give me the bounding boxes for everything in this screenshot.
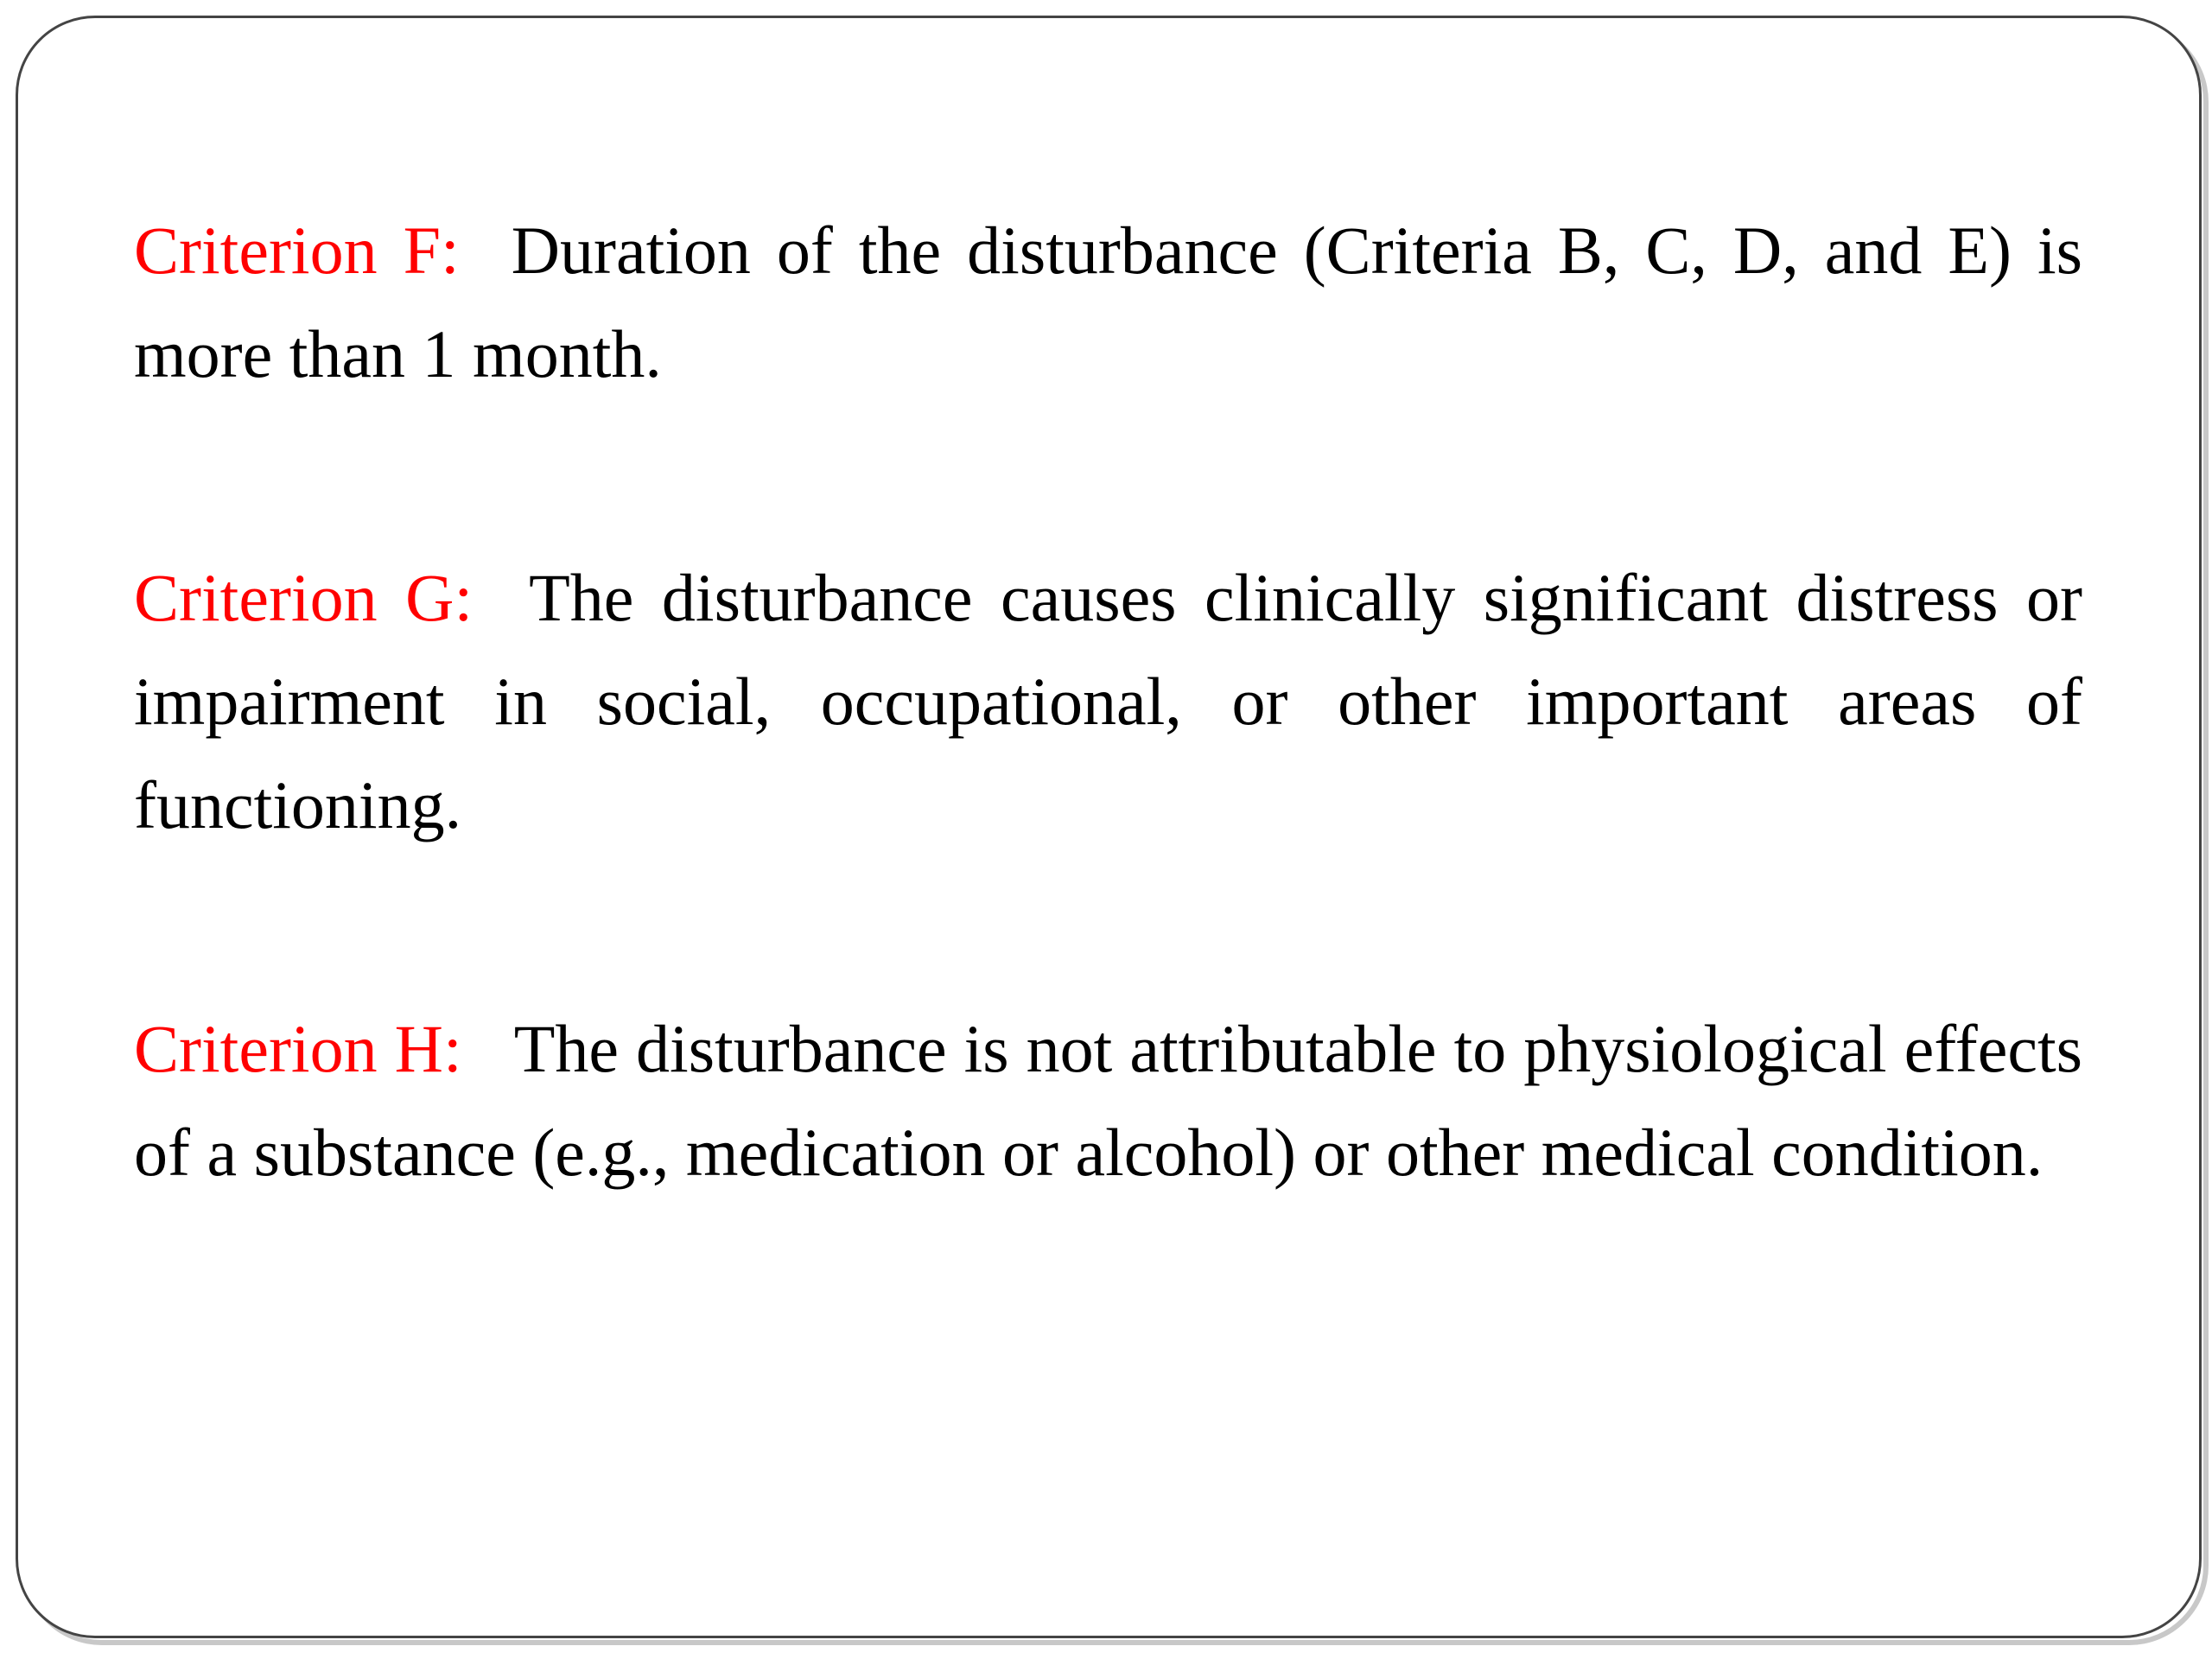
criterion-g-text: The disturbance causes clinically significant distress or impairment in social, occupational, or other important areas of functioning.: [134, 560, 2083, 842]
criterion-f-label: Criterion F:: [134, 213, 460, 288]
criterion-f: [134, 199, 2082, 406]
criterion-g-label: Criterion G:: [134, 560, 474, 635]
criterion-h: [134, 997, 2082, 1205]
criterion-f-text: Duration of the disturbance (Criteria B, C, D, and E) is more than 1 month.: [134, 213, 2082, 391]
criterion-h-label: Criterion H:: [134, 1011, 462, 1086]
criterion-h-text: The disturbance is not attributable to physiological effects of a substance (e.g., medication or alcohol) or other medical condition.: [134, 1011, 2083, 1190]
criterion-g: [134, 546, 2082, 857]
